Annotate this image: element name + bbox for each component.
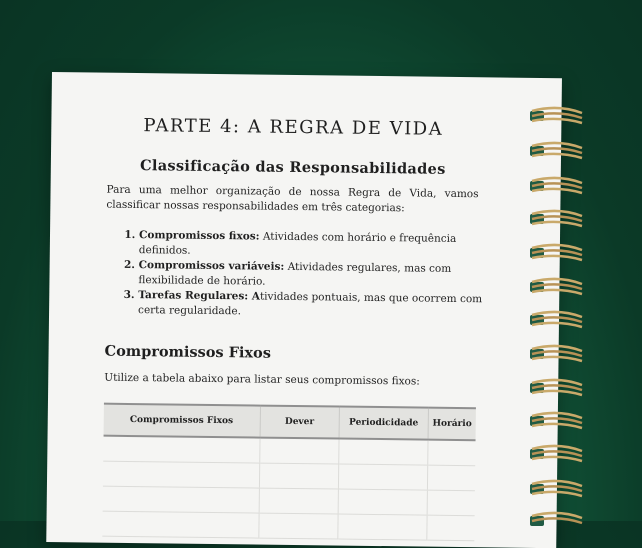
list-item-term: Compromissos fixos: bbox=[138, 229, 260, 243]
spiral-ring-icon bbox=[528, 276, 586, 298]
list-item bbox=[139, 228, 511, 263]
spiral-ring-icon bbox=[528, 105, 586, 127]
list-item-term: Tarefas Regulares: A bbox=[138, 289, 261, 303]
table-cell[interactable] bbox=[339, 439, 428, 466]
table-cell[interactable] bbox=[338, 489, 427, 515]
spiral-ring-icon bbox=[528, 443, 586, 465]
list-item-desc: tividades pontuais, mas que ocorrem com certa regularidade. bbox=[138, 290, 483, 318]
notebook-page bbox=[46, 72, 562, 548]
table-cell[interactable] bbox=[427, 465, 475, 491]
table-cell[interactable] bbox=[259, 463, 339, 489]
spiral-ring-icon bbox=[528, 242, 586, 264]
table-cell[interactable] bbox=[103, 486, 259, 513]
part-title: PARTE 4: A REGRA DE VIDA bbox=[143, 115, 444, 140]
list-item-term: Compromissos variáveis: bbox=[138, 259, 285, 273]
spiral-ring-icon bbox=[528, 140, 586, 162]
spiral-binding bbox=[528, 100, 588, 530]
list-item-desc: Atividades regulares, mas com flexibilidade de horário. bbox=[138, 260, 452, 288]
fixed-commitments-table bbox=[102, 403, 476, 542]
subsection-title: Compromissos Fixos bbox=[104, 342, 272, 362]
table-cell[interactable] bbox=[427, 440, 475, 466]
spiral-ring-icon bbox=[528, 343, 586, 365]
column-header-commitments: Compromissos Fixos bbox=[104, 404, 260, 438]
column-header-time: Horário bbox=[428, 408, 476, 441]
spiral-ring-icon bbox=[528, 410, 586, 432]
list-item-desc: Atividades com horário e frequência definidos. bbox=[138, 230, 457, 257]
spiral-ring-icon bbox=[528, 208, 586, 230]
column-header-periodicity: Periodicidade bbox=[339, 407, 428, 440]
spiral-ring-icon bbox=[528, 510, 586, 532]
table-cell[interactable] bbox=[259, 488, 339, 514]
table-cell[interactable] bbox=[427, 490, 475, 516]
table-cell[interactable] bbox=[258, 513, 338, 539]
column-header-duty: Dever bbox=[260, 406, 340, 439]
category-list bbox=[105, 228, 511, 323]
table-instructions: Utilize a tabela abaixo para listar seus compromissos fixos: bbox=[104, 371, 420, 388]
table-cell[interactable] bbox=[103, 461, 259, 488]
spiral-ring-icon bbox=[528, 175, 586, 197]
page-content bbox=[104, 73, 483, 430]
spiral-ring-icon bbox=[528, 377, 586, 399]
section-title: Classificação das Responsabilidades bbox=[139, 157, 446, 178]
spiral-ring-icon bbox=[528, 478, 586, 500]
table-header-row bbox=[104, 404, 476, 441]
table-cell[interactable] bbox=[427, 515, 475, 541]
list-item bbox=[138, 288, 510, 323]
intro-paragraph: Para uma melhor organização de nossa Regra de Vida, vamos classificar nossas responsabilidades em três categorias: bbox=[106, 183, 479, 215]
spiral-ring-icon bbox=[528, 309, 586, 331]
table-cell[interactable] bbox=[102, 511, 258, 538]
table-cell[interactable] bbox=[338, 514, 427, 540]
list-item bbox=[138, 258, 510, 293]
table-cell[interactable] bbox=[339, 464, 428, 490]
table-cell[interactable] bbox=[259, 438, 339, 464]
table-row bbox=[102, 511, 474, 541]
table-cell[interactable] bbox=[103, 436, 259, 463]
